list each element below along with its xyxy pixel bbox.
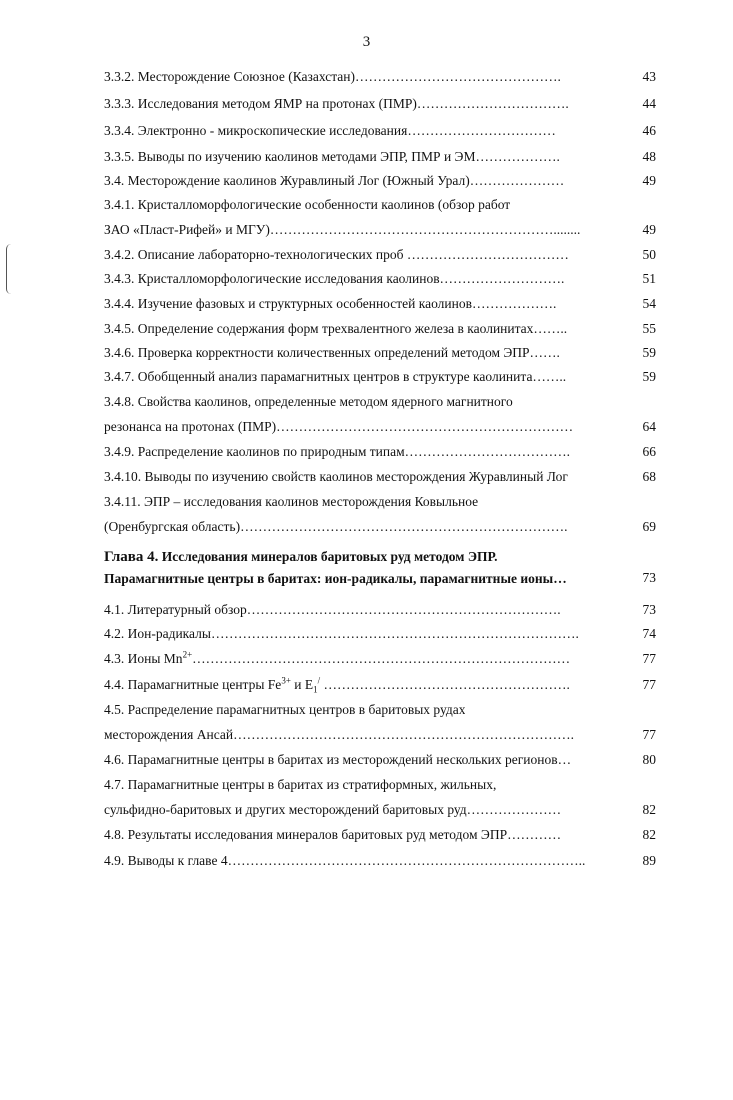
toc-entry bbox=[104, 850, 656, 872]
toc-entry-page: 69 bbox=[642, 519, 656, 534]
toc-entry-title: сульфидно-баритовых и других месторождений баритовых руд………………… bbox=[104, 802, 562, 817]
page-number: 3 bbox=[362, 34, 371, 50]
toc-entry bbox=[104, 516, 656, 538]
toc-entry-page: 64 bbox=[642, 419, 656, 434]
toc-entry-page: 44 bbox=[642, 96, 656, 111]
toc-entry-page: 74 bbox=[642, 626, 656, 641]
toc-entry bbox=[104, 93, 656, 115]
toc-entry-title bbox=[104, 648, 570, 670]
toc-entry bbox=[104, 293, 656, 315]
toc-entry-page: 49 bbox=[642, 173, 656, 188]
toc-entry-leader: ………………………………………………………………………… bbox=[192, 651, 571, 666]
toc-entry bbox=[104, 244, 656, 266]
toc-entry-page: 55 bbox=[642, 321, 656, 336]
toc-entry-title bbox=[104, 674, 570, 701]
chapter-heading bbox=[104, 546, 656, 588]
chapter-title-line1: Исследования минералов баритовых руд методом ЭПР. bbox=[161, 549, 498, 564]
toc-entry-title: 3.4.2. Описание лабораторно-технологических проб ……………………………… bbox=[104, 247, 569, 262]
toc-entry-title: 3.3.4. Электронно - микроскопические исследования…………………………… bbox=[104, 123, 556, 138]
toc-entry-title: 3.3.3. Исследования методом ЯМР на протонах (ПМР)……………………………. bbox=[104, 96, 569, 111]
toc-entry-page: 89 bbox=[642, 853, 656, 868]
toc-entry-page: 73 bbox=[642, 602, 656, 617]
toc-entry bbox=[104, 391, 656, 413]
toc-entry-page: 59 bbox=[642, 345, 656, 360]
chapter-title-line2: Парамагнитные центры в баритах: ион-радикалы, парамагнитные ионы… bbox=[104, 571, 567, 586]
toc-entry bbox=[104, 268, 656, 290]
ion-charge: 3+ bbox=[281, 675, 291, 686]
toc-entry bbox=[104, 599, 656, 621]
toc-entry-page: 54 bbox=[642, 296, 656, 311]
toc-entry-page: 59 bbox=[642, 369, 656, 384]
toc-entry-title: (Оренбургская область)………………………………………………………………. bbox=[104, 519, 568, 534]
toc-entry bbox=[104, 648, 656, 670]
toc-entry bbox=[104, 724, 656, 746]
toc-entry-title: 3.4.9. Распределение каолинов по природным типам………………………………. bbox=[104, 444, 571, 459]
toc-entry-title: 3.3.5. Выводы по изучению каолинов методами ЭПР, ПМР и ЭМ………………. bbox=[104, 149, 560, 164]
toc-entry-title: 3.4.3. Кристалломорфологические исследования каолинов………………………. bbox=[104, 271, 565, 286]
toc-entry-title: 4.7. Парамагнитные центры в баритах из стратиформных, жильных, bbox=[104, 777, 497, 792]
toc-entry-title: резонанса на протонах (ПМР)………………………………………………………… bbox=[104, 419, 574, 434]
toc-entry-title-prefix: 4.3. Ионы Mn bbox=[104, 651, 183, 666]
chapter-label: Глава 4. bbox=[104, 549, 159, 565]
toc-entry-title: ЗАО «Пласт-Рифей» и МГУ)………………………………………………………........ bbox=[104, 222, 581, 237]
toc-entry bbox=[104, 170, 656, 192]
ion-charge: 2+ bbox=[182, 649, 193, 660]
toc-entry-page: 46 bbox=[642, 123, 656, 138]
toc-entry bbox=[104, 466, 656, 488]
toc-entry bbox=[104, 441, 656, 463]
toc-entry-page: 77 bbox=[642, 727, 656, 742]
toc-entry-page: 66 bbox=[642, 444, 656, 459]
toc-entry-page: 49 bbox=[642, 222, 656, 237]
toc-entry-leader: ………………………………………………. bbox=[320, 677, 570, 692]
toc-entry-title: 3.4.10. Выводы по изучению свойств каолинов месторождения Журавлиный Лог bbox=[104, 469, 568, 484]
toc-entry-title: 4.6. Парамагнитные центры в баритах из месторождений нескольких регионов… bbox=[104, 752, 572, 767]
toc-entry-title: 3.4.5. Определение содержания форм трехвалентного железа в каолинитах…….. bbox=[104, 321, 568, 336]
toc-entry-title: 3.4.1. Кристалломорфологические особенности каолинов (обзор работ bbox=[104, 197, 511, 212]
toc-entry bbox=[104, 491, 656, 513]
toc-entry bbox=[104, 219, 656, 241]
toc-entry-title: 3.4. Месторождение каолинов Журавлиный Лог (Южный Урал)………………… bbox=[104, 173, 565, 188]
toc-entry bbox=[104, 416, 656, 438]
toc-entry-page: 43 bbox=[642, 69, 656, 84]
toc-entry-page: 82 bbox=[642, 802, 656, 817]
toc-entry-page: 82 bbox=[642, 827, 656, 842]
toc-entry bbox=[104, 799, 656, 821]
toc-entry bbox=[104, 824, 656, 846]
toc-entry-title: месторождения Ансай…………………………………………………………………. bbox=[104, 727, 574, 742]
toc-entry-page: 80 bbox=[642, 752, 656, 767]
toc-entry-title: 3.4.8. Свойства каолинов, определенные методом ядерного магнитного bbox=[104, 394, 513, 409]
toc-entry-title-prefix: 4.4. Парамагнитные центры Fe bbox=[104, 677, 282, 692]
toc-entry bbox=[104, 774, 656, 796]
toc-entry bbox=[104, 318, 656, 340]
toc-entry-title: 4.2. Ион-радикалы………………………………………………………………………. bbox=[104, 626, 579, 641]
toc-entry bbox=[104, 194, 656, 216]
chapter-heading-line1 bbox=[104, 546, 656, 568]
scan-margin-mark bbox=[6, 244, 13, 294]
toc-entry bbox=[104, 674, 656, 696]
toc-entry bbox=[104, 66, 656, 88]
toc-entry-title: 4.1. Литературный обзор……………………………………………………………. bbox=[104, 602, 561, 617]
toc-entry-page: 50 bbox=[642, 247, 656, 262]
toc-entry bbox=[104, 120, 656, 142]
toc-entry-title: 3.4.4. Изучение фазовых и структурных особенностей каолинов………………. bbox=[104, 296, 557, 311]
toc-entry-page: 68 bbox=[642, 469, 656, 484]
toc-entry bbox=[104, 146, 656, 168]
toc-entry-page: 77 bbox=[642, 651, 656, 666]
toc-entry bbox=[104, 699, 656, 721]
center-subscript: 1 bbox=[313, 684, 318, 695]
toc-entry-page: 48 bbox=[642, 149, 656, 164]
center-prime: / bbox=[317, 675, 321, 686]
toc-entry-title: 4.5. Распределение парамагнитных центров в баритовых рудах bbox=[104, 702, 466, 717]
toc-entry bbox=[104, 749, 656, 771]
toc-entry-title: 3.3.2. Месторождение Союзное (Казахстан)………………………………………. bbox=[104, 69, 561, 84]
toc-entry-title: 4.9. Выводы к главе 4…………………………………………………………………….. bbox=[104, 853, 586, 868]
toc-entry bbox=[104, 623, 656, 645]
toc-entry-title: 4.8. Результаты исследования минералов баритовых руд методом ЭПР………… bbox=[104, 827, 562, 842]
toc-entry-page: 77 bbox=[642, 677, 656, 692]
toc-entry-title: 3.4.11. ЭПР – исследования каолинов месторождения Ковыльное bbox=[104, 494, 479, 509]
toc-entry-page: 51 bbox=[642, 271, 656, 286]
toc-entry-title: 3.4.6. Проверка корректности количественных определений методом ЭПР……. bbox=[104, 345, 560, 360]
toc-entry bbox=[104, 366, 656, 388]
toc-entry bbox=[104, 342, 656, 364]
chapter-page: 73 bbox=[642, 570, 656, 585]
toc-entry-title-mid: и E bbox=[290, 677, 314, 692]
toc-entry-title: 3.4.7. Обобщенный анализ парамагнитных центров в структуре каолинита…….. bbox=[104, 369, 567, 384]
